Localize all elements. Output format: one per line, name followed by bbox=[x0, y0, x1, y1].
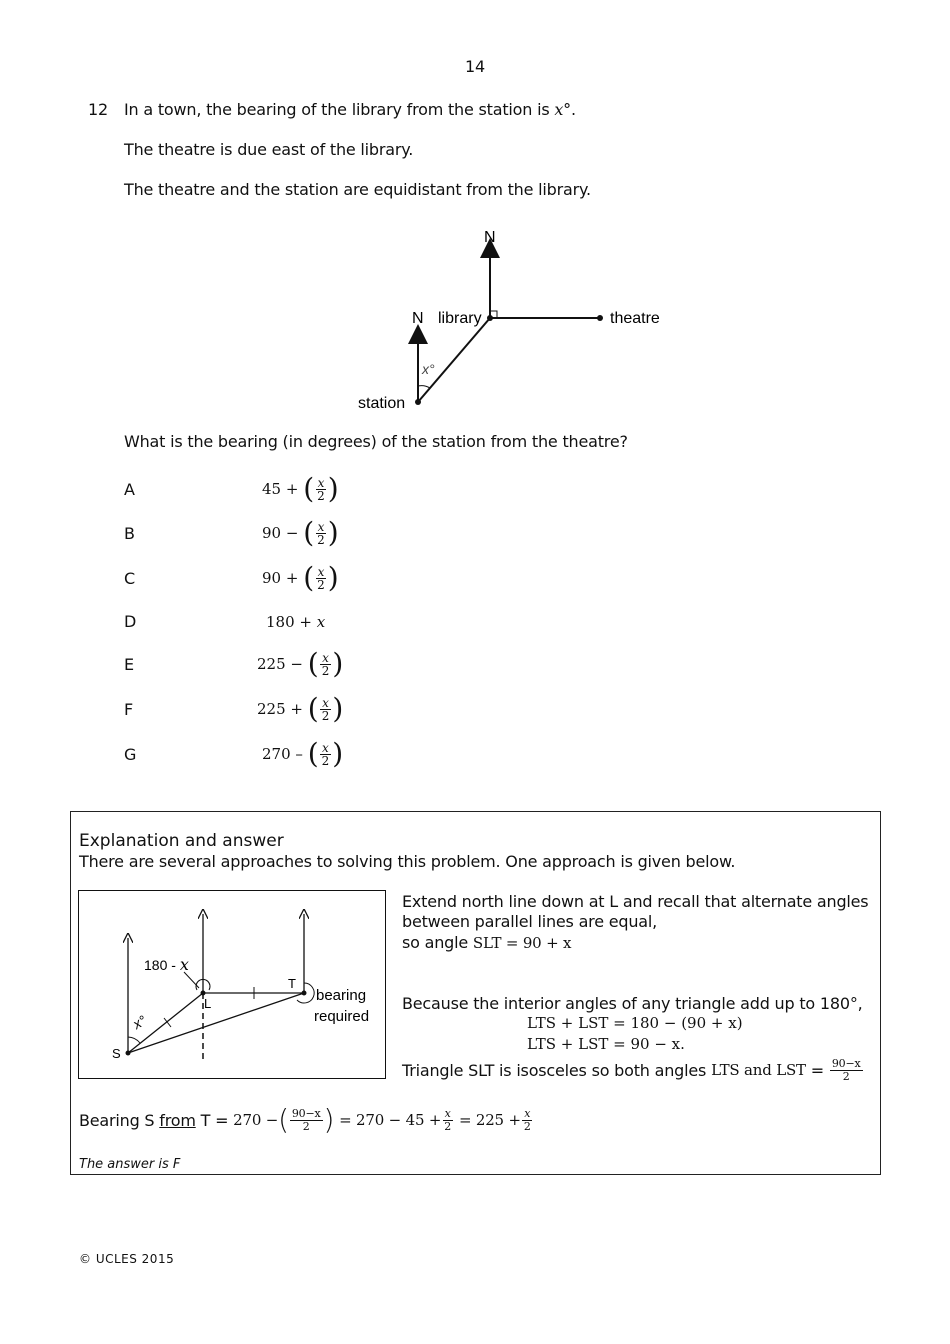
explanation-para1-line1: Extend north line down at L and recall that alternate angles bbox=[402, 892, 869, 911]
question-var-x: x° bbox=[554, 100, 571, 119]
question-line-1: In a town, the bearing of the library from the station is x°. bbox=[124, 100, 576, 119]
point-l bbox=[201, 991, 206, 996]
angle-label: x° bbox=[422, 361, 435, 377]
station-label: station bbox=[358, 395, 406, 412]
station-library-line bbox=[418, 318, 490, 402]
option-expression: 90 − ( $\frac{x}{2}$ ) bbox=[262, 516, 339, 549]
label-required: required bbox=[314, 1008, 370, 1025]
option-expression: 180 + x bbox=[266, 613, 326, 631]
angle-arc-s bbox=[128, 1037, 140, 1043]
theatre-label: theatre bbox=[610, 310, 660, 327]
option-expression: 90 + ( $\frac{x}{2}$ ) bbox=[262, 561, 339, 594]
explanation-para1-line2: between parallel lines are equal, bbox=[402, 912, 658, 931]
theatre-point bbox=[597, 315, 603, 321]
question-prompt: What is the bearing (in degrees) of the station from the theatre? bbox=[124, 432, 628, 451]
label-180-minus-x: 180 - x bbox=[144, 955, 189, 974]
question-line-2: The theatre is due east of the library. bbox=[124, 140, 414, 159]
option-letter: E bbox=[124, 655, 135, 674]
station-point bbox=[415, 399, 421, 405]
bearing-equation: Bearing S from T = 270 − ( $\frac{90-x}{2}$ ) = 270 − 45 + $\frac{x}{2}$ = 225 + $\frac{x}{2}$ bbox=[79, 1103, 531, 1136]
option-letter: F bbox=[124, 700, 134, 719]
option-letter: C bbox=[124, 569, 136, 588]
label-bearing: bearing bbox=[316, 987, 367, 1004]
explanation-para2-line1: Because the interior angles of any triangle add up to 180°, bbox=[402, 994, 863, 1013]
explanation-para3: Triangle SLT is isosceles so both angles LTS and LST = $\frac{90-x}{2}$ bbox=[402, 1056, 861, 1083]
option-letter: A bbox=[124, 480, 135, 499]
explanation-para1-line3: so angle SLT = 90 + x bbox=[402, 933, 572, 952]
option-expression: 270 – ( $\frac{x}{2}$ ) bbox=[262, 737, 344, 770]
option-expression: 45 + ( $\frac{x}{2}$ ) bbox=[262, 472, 339, 505]
library-point bbox=[487, 315, 493, 321]
point-t bbox=[302, 991, 307, 996]
option-letter: G bbox=[124, 745, 137, 764]
explanation-intro: There are several approaches to solving this problem. One approach is given below. bbox=[79, 852, 736, 871]
label-x-deg: x° bbox=[130, 1011, 149, 1033]
library-label: library bbox=[438, 310, 482, 327]
page-number: 14 bbox=[465, 57, 485, 76]
label-t: T bbox=[288, 976, 296, 991]
question-line-3: The theatre and the station are equidistant from the library. bbox=[124, 180, 591, 199]
bearing-diagram bbox=[350, 220, 680, 420]
footer-copyright: © UCLES 2015 bbox=[79, 1252, 175, 1266]
label-s: S bbox=[112, 1046, 121, 1061]
north-label-top: N bbox=[484, 229, 496, 246]
point-s bbox=[126, 1051, 131, 1056]
answer-text: The answer is F bbox=[79, 1157, 181, 1172]
question-line-1-text: In a town, the bearing of the library from the station is bbox=[124, 100, 550, 119]
option-letter: B bbox=[124, 524, 135, 543]
question-number: 12 bbox=[88, 100, 108, 119]
option-expression: 225 − ( $\frac{x}{2}$ ) bbox=[257, 647, 344, 680]
angle-arc bbox=[418, 386, 430, 388]
option-letter: D bbox=[124, 612, 137, 631]
option-expression: 225 + ( $\frac{x}{2}$ ) bbox=[257, 692, 344, 725]
pointer-line bbox=[184, 972, 199, 988]
equation-1: LTS + LST = 180 − (90 + x) bbox=[527, 1014, 743, 1032]
label-l: L bbox=[204, 996, 212, 1011]
solution-diagram bbox=[78, 890, 386, 1080]
equation-2: LTS + LST = 90 − x. bbox=[527, 1035, 685, 1053]
north-label-left: N bbox=[412, 310, 424, 327]
line-st bbox=[128, 993, 304, 1053]
explanation-heading: Explanation and answer bbox=[79, 831, 284, 851]
